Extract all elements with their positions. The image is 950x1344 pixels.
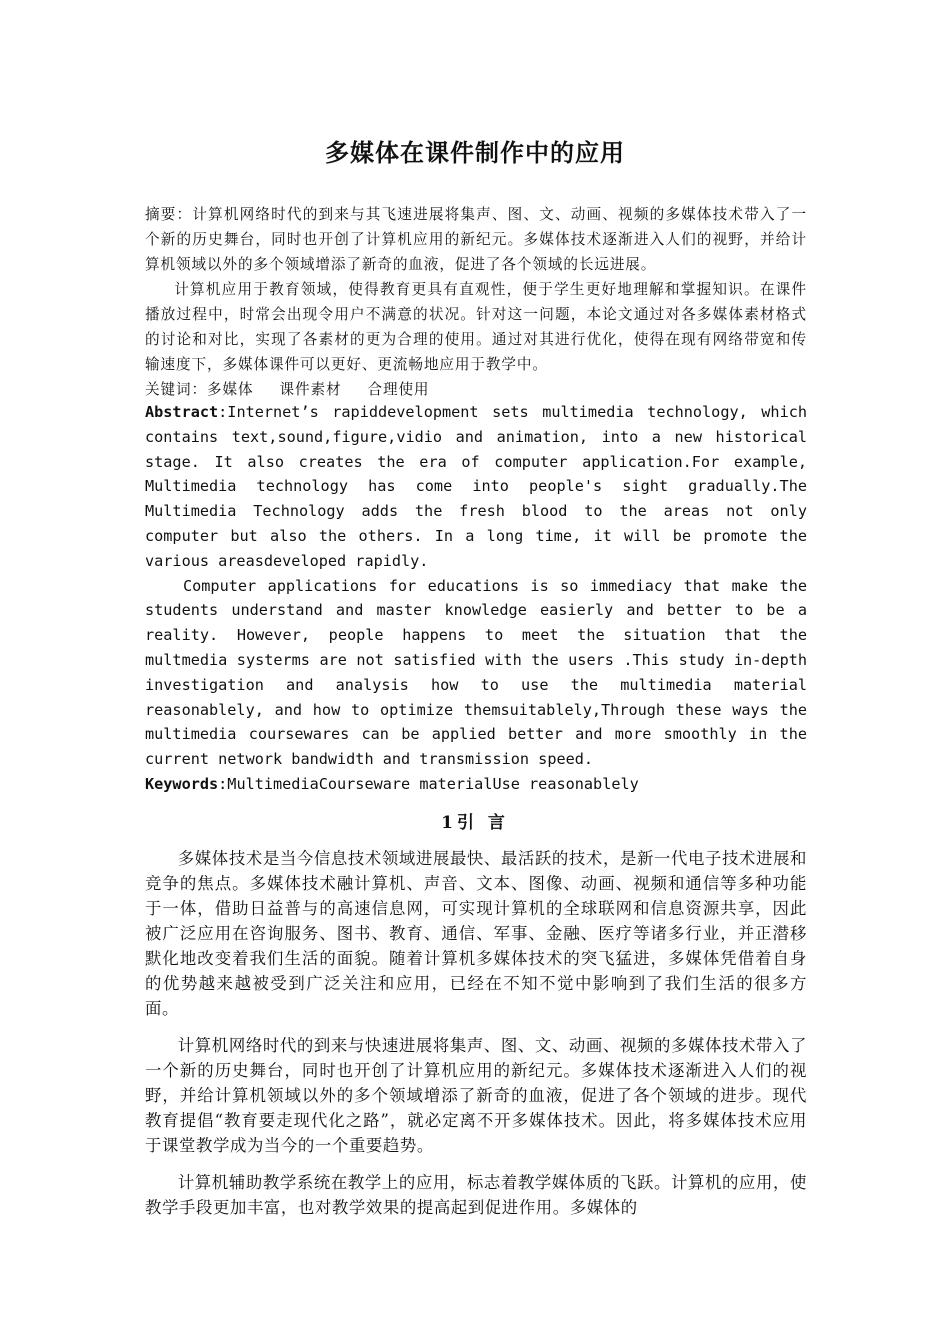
keyword-term: 合理使用 (367, 381, 430, 398)
abstract-cn-label: 摘要： (145, 206, 193, 223)
keywords-en-text: :MultimediaCourseware materialUse reasonablely (218, 774, 639, 793)
section-body (145, 846, 807, 1232)
keywords-en-label: Keywords (145, 774, 219, 793)
abstract-cn-paragraph-1 (145, 202, 807, 277)
keywords-cn-label: 关键词： (145, 381, 207, 398)
english-abstract (145, 400, 807, 797)
keyword-term: 课件素材 (279, 381, 342, 398)
keyword-term: 多媒体 (206, 381, 254, 398)
keywords-en (145, 772, 807, 797)
document-title: 多媒体在课件制作中的应用 (325, 138, 625, 167)
chinese-abstract (145, 202, 807, 402)
section-heading: 1引 言 (441, 813, 509, 833)
abstract-cn-paragraph-2: 计算机应用于教育领域，使得教育更具有直观性，便于学生更好地理解和掌握知识。在课件播放过程中，时常会出现令用户不满意的状况。针对这一问题，本论文通过对各多媒体素材格式的讨论和对比，实现了各素材的更为合理的使用。通过对其进行优化，使得在现有网络带宽和传输速度下，多媒体课件可以更好、更流畅地应用于教学中。 (145, 281, 807, 373)
abstract-en-text-1: :Internet’s rapiddevelopment sets multimedia technology, which contains text,sound,figure,vidio and animation, into a new historical stage. It also creates the era of computer application.For example, Multimedia technology has come into people's sight gradually.The Multimedia Technology adds the fresh blood to the areas not only computer but also the others. In a long time, it will be promote the various areasdeveloped rapidly. (145, 403, 807, 570)
body-paragraph: 计算机网络时代的到来与快速进展将集声、图、文、动画、视频的多媒体技术带入了一个新的历史舞台，同时也开创了计算机应用的新纪元。多媒体技术逐渐进入人们的视野，并给计算机领域以外的多个领域增添了新奇的血液，促进了各个领域的进步。现代教育提倡“教育要走现代化之路”，就必定离不开多媒体技术。因此，将多媒体技术应用于课堂教学成为当今的一个重要趋势。 (145, 1036, 807, 1155)
body-paragraph: 计算机辅助教学系统在教学上的应用，标志着教学媒体质的飞跃。计算机的应用，使教学手段更加丰富，也对教学效果的提高起到促进作用。多媒体的 (145, 1173, 807, 1217)
abstract-en-paragraph-2: Computer applications for educations is so immediacy that make the students understand and master knowledge easierly and better to be a reality. However, people happens to meet the situation that the multmedia systerms are not satisfied with the users .This study in-depth investigation and analysis how to use the multimedia material reasonablely, and how to optimize themsuitablely,Through these ways the multimedia coursewares can be applied better and more smoothly in the current network bandwidth and transmission speed. (145, 576, 807, 769)
body-paragraph: 多媒体技术是当今信息技术领域进展最快、最活跃的技术，是新一代电子技术进展和竞争的焦点。多媒体技术融计算机、声音、文本、图像、动画、视频和通信等多种功能于一体，借助日益普与的高速信息网，可实现计算机的全球联网和信息资源共享，因此被广泛应用在咨询服务、图书、教育、通信、军事、金融、医疗等诸多行业，并正潜移默化地改变着我们生活的面貌。随着计算机多媒体技术的突飞猛进，多媒体凭借着自身的优势越来越被受到广泛关注和应用，已经在不知不觉中影响到了我们生活的很多方面。 (145, 849, 807, 1018)
abstract-en-label: Abstract (145, 403, 219, 421)
keywords-cn (145, 377, 807, 402)
abstract-cn-text-1: 计算机网络时代的到来与其飞速进展将集声、图、文、动画、视频的多媒体技术带入了一个新的历史舞台，同时也开创了计算机应用的新纪元。多媒体技术逐渐进入人们的视野，并给计算机领域以外的多个领域增添了新奇的血液，促进了各个领域的长远进展。 (145, 206, 807, 273)
abstract-en-paragraph-1 (145, 400, 807, 574)
